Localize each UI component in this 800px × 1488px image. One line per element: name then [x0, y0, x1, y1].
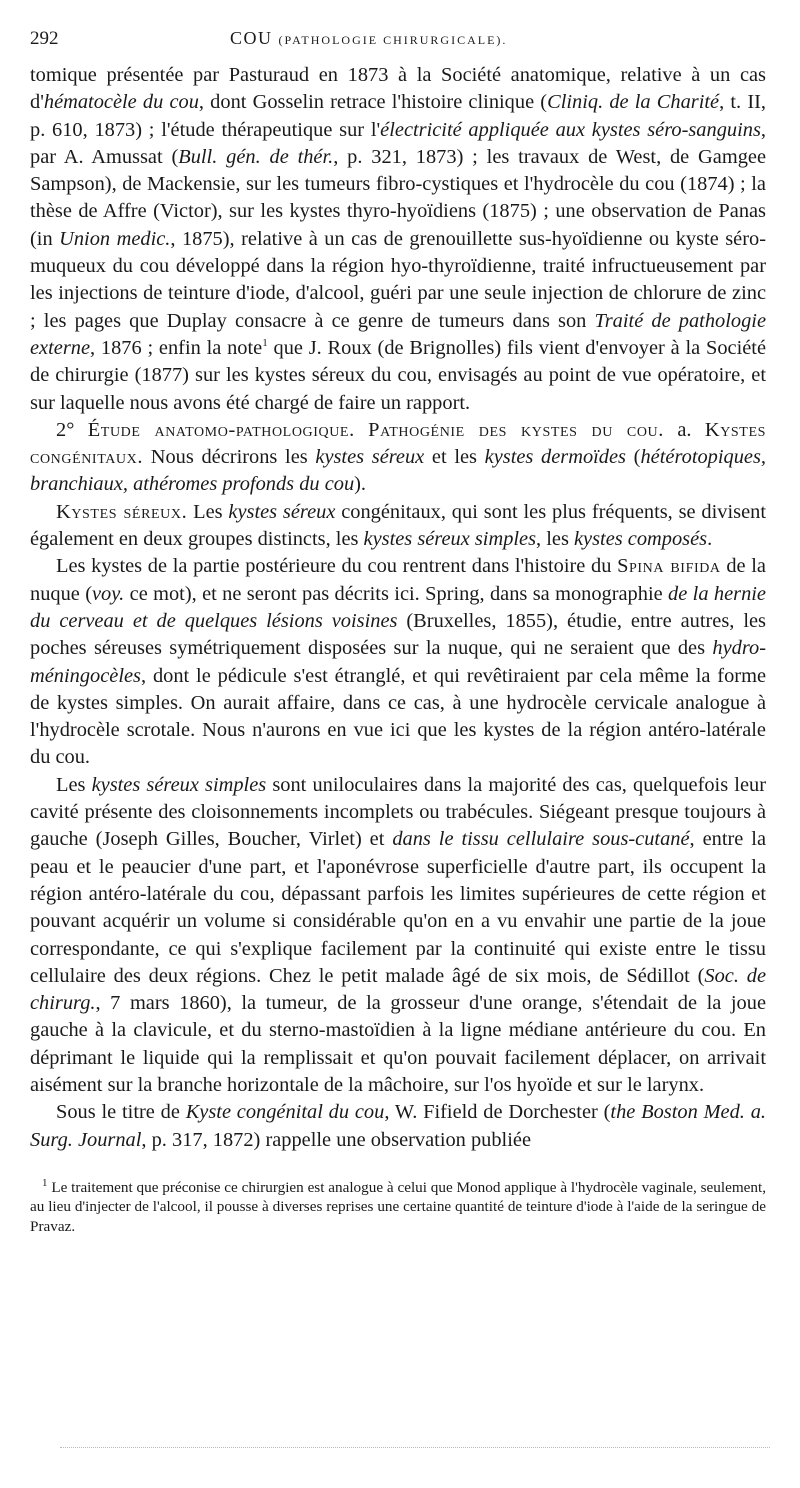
running-head: [230, 28, 507, 49]
running-head-subtitle: (PATHOLOGIE CHIRURGICALE).: [278, 33, 508, 47]
text-run: Les: [56, 773, 92, 796]
text-run: congénitaux, qui sont les plus fréquents, se divisent également en deux groupes distincts, les: [30, 500, 766, 551]
italic-run: Bull. gén. de thér.: [178, 145, 334, 168]
text-run: , par A. Amussat (: [30, 118, 766, 168]
text-run: de la nuque (: [30, 555, 766, 605]
text-run: , dont le pédicule s'est étranglé, et qui revêtiraient par cela même la forme de kystes simples. On aurait affaire, dans ce cas, à une hydrocèle cervicale analogue à l'hydrocèle scrotale. Nous n'aurons en vue ici que les kystes de la région antéro-latérale du cou.: [30, 664, 766, 769]
page-number: 292: [30, 28, 59, 49]
italic-run: kystes dermoïdes: [484, 446, 626, 469]
text-run: que J. Roux (de Brignolles) fils vient d'envoyer à la Société de chirurgie (1877) sur les kystes séreux du cou, envisagés au point de vue opératoire, et sur laquelle nous avons été chargé de faire un rapport.: [30, 336, 766, 414]
italic-run: voy.: [92, 582, 125, 605]
text-run: , 7 mars 1860), la tumeur, de la grosseur d'une orange, s'étendait de la joue gauche à la clavicule, et du sterno-mastoïdien à la ligne médiane antérieure du cou. En déprimant le liquide qui la remplissait et qu'on pouvait facilement déplacer, on arrivait aisément sur la branche horizontale de la mâchoire, sur l'os hyoïde et sur le larynx.: [30, 992, 766, 1096]
paragraph-2: [30, 417, 766, 499]
text-run: , p. 321, 1873) ; les travaux de West, de Gamgee Sampson), de Mackensie, sur les tumeurs fibro-cystiques et l'hydrocèle du cou (1874) ; la thèse de Affre (Victor), sur les kystes thyro-hyoïdiens (1875) ; une observation de Panas (in: [30, 145, 766, 250]
text-run: .: [707, 528, 713, 551]
text-run: , 1875), relative à un cas de grenouillette sus-hyoïdienne ou kyste séro-muqueux du cou développé dans la région hyo-thyroïdienne, traité infructueusement par les injections de teinture d'iode, d'alcool, guéri par une seule injection de chlorure de zinc ; les pages que Duplay consacre à ce genre de tumeurs dans son: [30, 227, 767, 332]
text-run: , dont Gosselin retrace l'histoire clinique (: [198, 91, 548, 114]
paragraph-1: [30, 62, 766, 417]
bottom-divider: [60, 1447, 770, 1448]
paragraph-5: [30, 772, 766, 1100]
italic-run: kystes séreux simples: [91, 773, 267, 796]
paragraph-3: [30, 499, 766, 554]
italic-run: the Boston Med. a. Surg. Journal: [30, 1101, 766, 1151]
footnote-reference: 1: [262, 337, 268, 350]
text-run: Sous le titre de: [56, 1101, 186, 1124]
italic-run: Union medic.: [59, 227, 171, 250]
text-run: Les kystes de la partie postérieure du cou rentrent dans l'histoire du: [56, 555, 618, 578]
small-caps-run: Kystes séreux.: [56, 500, 188, 523]
text-run: , W. Fifield de Dorchester (: [384, 1101, 611, 1124]
text-run: [355, 419, 368, 441]
small-caps-run: Étude anatomo-pathologique.: [87, 418, 355, 441]
text-run: ).: [354, 473, 367, 496]
text-run: , les: [536, 528, 574, 551]
italic-run: Soc. de chirurg.: [30, 964, 766, 1015]
running-head-title: COU: [230, 28, 273, 48]
italic-run: Cliniq. de la Charité: [547, 91, 720, 114]
text-run: Nous décrirons les: [143, 446, 316, 469]
italic-run: kystes composés: [574, 528, 708, 551]
paragraph-6: [30, 1099, 766, 1154]
book-page: [30, 28, 766, 1236]
footnote-mark: 1: [42, 1176, 48, 1189]
footnote-text: Le traitement que préconise ce chirurgien est analogue à celui que Monod applique à l'hydrocèle vaginale, seulement, au lieu d'injecter de l'alcool, il pousse à diverses reprises une certaine quantité de teinture d'iode à l'aide de la seringue de Pravaz.: [30, 1178, 766, 1235]
page-header: [30, 28, 766, 62]
italic-run: électricité appliquée aux kystes séro-sanguins: [380, 118, 761, 141]
italic-run: Traité de pathologie externe: [30, 309, 766, 359]
italic-run: Kyste congénital du cou: [185, 1101, 385, 1124]
footnotes: [30, 1178, 766, 1237]
small-caps-run: Spina bifida: [617, 555, 721, 578]
text-run: a.: [663, 418, 705, 441]
italic-run: kystes séreux: [228, 500, 336, 523]
text-run: , entre la peau et le peaucier d'une part, et l'aponévrose superficielle d'autre part, ils occupent la région antéro-latérale du cou, dépassant parfois les limites supérieures de cette région et pouvant acquérir un volume si considérable qu'on en a vu envahir une partie de la joue correspondante, ce qui s'explique facilement par la continuité qui existe entre le tissu cellulaire des deux régions. Chez le petit malade âgé de six mois, de Sédillot (: [30, 828, 766, 987]
italic-run: kystes séreux: [315, 446, 425, 469]
small-caps-run: Kystes congénitaux.: [30, 418, 766, 469]
text-run: , 1876 ; enfin la note: [90, 336, 263, 359]
text-run: (: [626, 446, 641, 469]
footnote-1: [30, 1178, 766, 1237]
text-run: ce mot), et ne seront pas décrits ici. Spring, dans sa monographie: [124, 582, 669, 605]
text-run: tomique présentée par Pasturaud en 1873 à la Société anatomique, relative à un cas d': [30, 64, 766, 114]
body-text: [30, 62, 766, 1154]
text-run: et les: [424, 446, 485, 469]
text-run: , t. II, p. 610, 1873) ; l'étude thérapeutique sur l': [30, 91, 767, 141]
paragraph-4: [30, 553, 766, 771]
italic-run: de la hernie du cerveau et de quelques lésions voisines: [30, 582, 766, 632]
text-run: Les: [187, 500, 229, 523]
italic-run: kystes séreux simples: [363, 528, 537, 551]
italic-run: hydro-méningocèles: [30, 637, 766, 687]
italic-run: hématocèle du cou: [43, 91, 199, 114]
italic-run: dans le tissu cellulaire sous-cutané: [392, 828, 690, 851]
small-caps-run: Pathogénie des kystes du cou.: [368, 418, 664, 441]
text-run: (Bruxelles, 1855), étudie, entre autres, les poches séreuses symétriquement disposées sur la nuque, qui ne seraient que des: [30, 609, 766, 660]
text-run: 2°: [56, 418, 88, 441]
text-run: , p. 317, 1872) rappelle une observation publiée: [141, 1128, 531, 1151]
italic-run: hétérotopiques, branchiaux, athéromes profonds du cou: [30, 446, 767, 496]
text-run: sont uniloculaires dans la majorité des cas, quelquefois leur cavité présente des cloisonnements incomplets ou trabécules. Siégeant presque toujours à gauche (Joseph Gilles, Boucher, Virlet) et: [30, 773, 766, 851]
